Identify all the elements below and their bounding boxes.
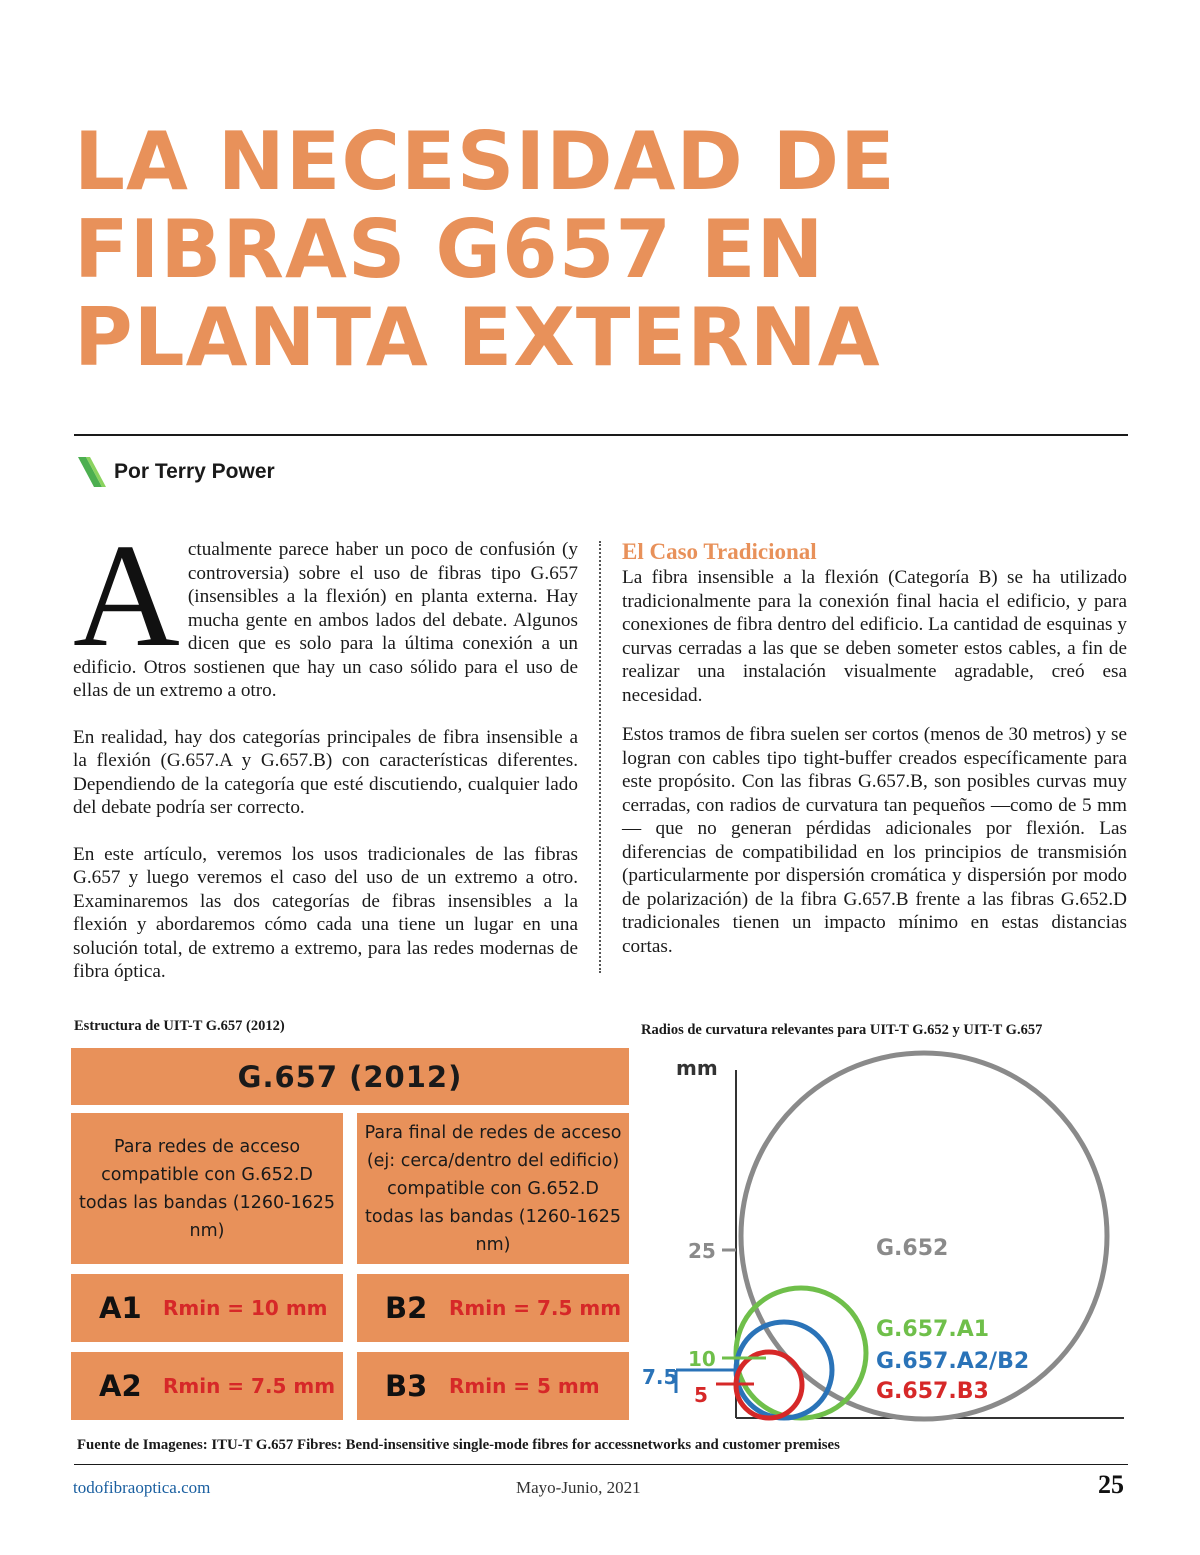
footer-divider [74, 1464, 1128, 1465]
category-rmin: Rmin = 7.5 mm [449, 1296, 622, 1320]
tick-label-25: 25 [688, 1239, 716, 1263]
category-a-line: todas las bandas (1260-1625 nm) [79, 1192, 335, 1241]
structure-header-text: G.657 (2012) [237, 1059, 463, 1094]
category-rmin: Rmin = 7.5 mm [163, 1374, 336, 1398]
figure-caption-structure: Estructura de UIT-T G.657 (2012) [74, 1018, 285, 1034]
category-b-description [357, 1113, 629, 1264]
paragraph: En este artículo, veremos los usos tradicionales de las fibras G.657 y luego veremos el caso del uso de un extremo a otro. Examinaremos las dos categorías de fibras insensibles a la flexión y abordaremos cómo cada una tiene un lugar en una solución total, de extremo a extremo, para las redes modernas de fibra óptica. [73, 843, 578, 982]
page-number: 25 [1098, 1470, 1124, 1499]
category-rmin: Rmin = 5 mm [449, 1374, 600, 1398]
structure-header [71, 1048, 629, 1105]
category-b-line: todas las bandas (1260-1625 nm) [365, 1206, 621, 1255]
article-title: LA NECESIDAD DE FIBRAS G657 EN PLANTA EXTERNA [74, 115, 896, 384]
paragraph: En realidad, hay dos categorías principales de fibra insensible a la flexión (G.657.A y G.657.B) con características diferentes. Dependiendo de la categoría que esté discutiendo, cualquier lado del debate podría ser correcto. [73, 726, 578, 818]
axis-unit-label: mm [676, 1056, 718, 1080]
paragraph: La fibra insensible a la flexión (Categoría B) se ha utilizado tradicionalmente para la conexión final hacia el edificio, y para conexiones de fibra dentro del edificio. La cantidad de esquinas y curvas cerradas a las que se deben someter estos cables, a fin de realizar una instalación visualmente agradable, creó esa necesidad. [622, 567, 1127, 706]
label-g652: G.652 [876, 1236, 949, 1261]
category-rmin: Rmin = 10 mm [163, 1296, 328, 1320]
category-b-line: Para final de redes de acceso [364, 1122, 622, 1143]
slash-accent-icon [76, 455, 106, 489]
label-g657-a2b2: G.657.A2/B2 [876, 1349, 1030, 1374]
tick-label-5: 5 [694, 1383, 708, 1407]
category-code: A1 [99, 1291, 142, 1325]
figure-caption-bend-radii: Radios de curvatura relevantes para UIT-T G.652 y UIT-T G.657 [641, 1022, 1043, 1038]
column-divider [599, 541, 601, 973]
category-box-b2 [357, 1274, 629, 1342]
footer-date: Mayo-Junio, 2021 [516, 1478, 641, 1497]
right-column [622, 538, 1127, 981]
drop-cap: A [73, 514, 180, 678]
category-code: B2 [385, 1291, 428, 1325]
section-heading: El Caso Tradicional [622, 539, 817, 564]
paragraph: Estos tramos de fibra suelen ser cortos (menos de 30 metros) y se logran con cables tipo tight-buffer creados específicamente para este propósito. Con las fibras G.657.B, son posibles curvas muy cerradas, con radios de curvatura tan pequeños —como de 5 mm— que no generan pérdidas adicionales por flexión. Las diferencias de compatibilidad en los principios de transmisión (particularmente por dispersión cromática y dispersión por modo de polarización) de la fibra G.657.B frente a las fibras G.652.D tradicionales tienen un impacto mínimo en estas distancias cortas. [622, 724, 1127, 957]
category-box-b3 [357, 1352, 629, 1420]
tick-label-7-5: 7.5 [642, 1365, 678, 1389]
bend-radius-diagram [636, 1048, 1128, 1428]
category-code: A2 [99, 1369, 142, 1403]
byline: Por Terry Power [114, 460, 275, 483]
label-g657-b3: G.657.B3 [876, 1379, 989, 1404]
category-a-description [71, 1113, 343, 1264]
image-source-note: Fuente de Imagenes: ITU-T G.657 Fibres: Bend-insensitive single-mode fibres for accessnetworks and customer premises [77, 1437, 840, 1453]
category-b-line: (ej: cerca/dentro del edificio) [366, 1150, 620, 1171]
circle-g657-a2b2 [736, 1322, 832, 1418]
tick-label-10: 10 [688, 1347, 716, 1371]
label-g657-a1: G.657.A1 [876, 1317, 990, 1342]
category-a-line: compatible con G.652.D [101, 1164, 313, 1185]
category-b-line: compatible con G.652.D [387, 1178, 599, 1199]
title-divider [74, 434, 1128, 436]
category-box-a2 [71, 1352, 343, 1420]
intro-paragraph [73, 514, 578, 703]
left-column [73, 514, 578, 1007]
intro-text: ctualmente parece haber un poco de confusión (y controversia) sobre el uso de fibras tipo G.657 (insensibles a la flexión) en planta externa. Hay mucha gente en ambos lados del debate. Algunos dicen que es solo para la última conexión a un edificio. Otros sostienen que hay un caso sólido para el uso de ellas de un extremo a otro. [73, 539, 578, 701]
category-a-line: Para redes de acceso [113, 1136, 301, 1157]
footer-site[interactable]: todofibraoptica.com [73, 1478, 211, 1497]
category-box-a1 [71, 1274, 343, 1342]
category-code: B3 [385, 1369, 428, 1403]
